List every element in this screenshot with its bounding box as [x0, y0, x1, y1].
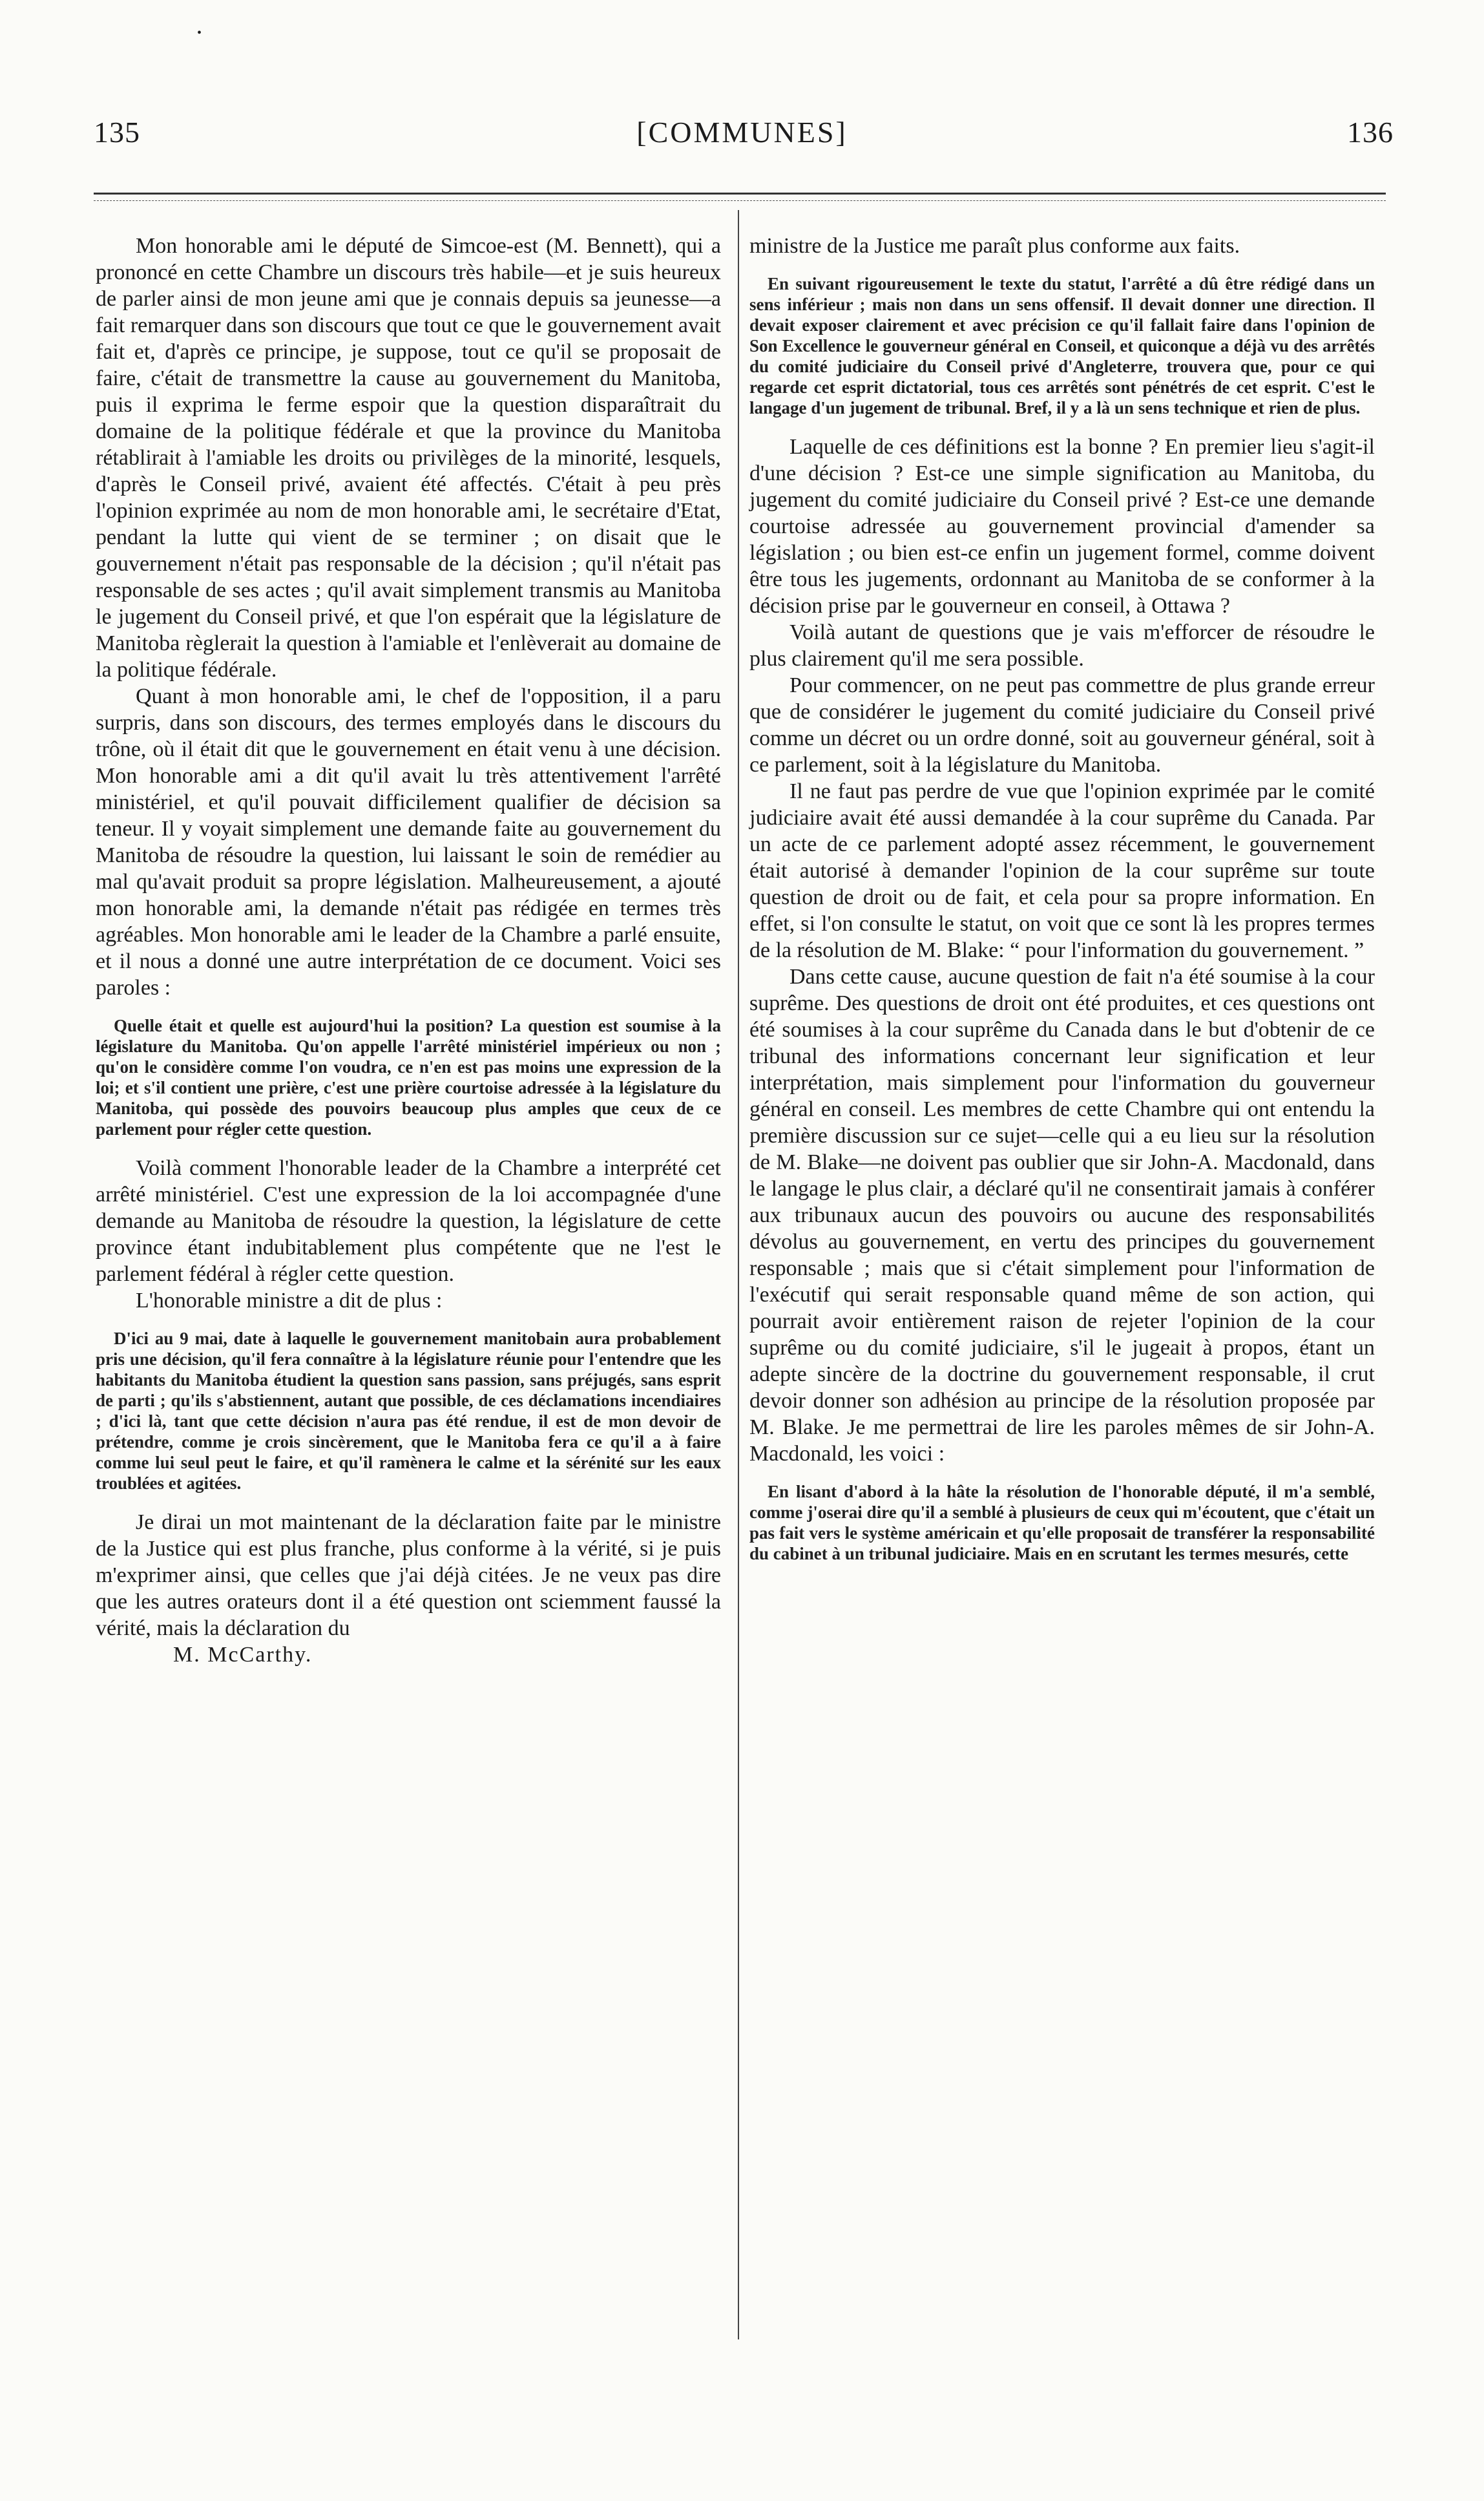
speaker-signature: M. McCarthy.: [173, 1643, 313, 1667]
header-rule: [94, 193, 1386, 195]
running-title: [COMMUNES]: [636, 116, 848, 149]
block-quote: En suivant rigoureusement le texte du statut, l'arrêté a dû être rédigé dans un sens inférieur ; mais non dans un sens offensif. Il devait donner une direction. Il devait exposer clairement et avec précision ce qu'il fallait faire dans l'opinion de Son Excellence le gouverneur général en Conseil, et quiconque a déjà vu des arrêtés du comité judiciaire du Conseil privé d'Angleterre, trouvera que, pour ce qui regarde cet esprit dictatorial, tous ces arrêtés sont pénétrés de cet esprit. C'est le langage d'un jugement de tribunal. Bref, il y a là un sens technique et rien de plus.: [749, 274, 1375, 417]
paragraph: Mon honorable ami le député de Simcoe-est (M. Bennett), qui a prononcé en cette Chambre un discours très habile—et je suis heureux de parler ainsi de mon jeune ami que je connais depuis sa jeunesse—a fait remarquer dans son discours que tout ce que le gouvernement avait fait et, d'après ce principe, je suppose, tout ce qu'il se proposait de faire, c'était de transmettre la cause au gouvernement du Manitoba, puis il exprima le ferme espoir que la question disparaîtrait du domaine de la politique fédérale et que la province du Manitoba rétablirait à l'amiable les droits ou privilèges de la minorité, lesquels, d'après le Conseil privé, avaient été affectés. C'était à peu près l'opinion exprimée au nom de mon honorable ami, le secrétaire d'Etat, pendant la lutte qui vient de se terminer ; on disait que le gouvernement n'était pas responsable de la décision ; qu'il n'était pas responsable de ses actes ; qu'il avait simplement transmis au Manitoba le jugement du Conseil privé, et que l'on espérait que la législature de Manitoba règlerait la question à l'amiable et l'enlèverait au domaine de la politique fédérale.: [96, 234, 721, 682]
left-column: [96, 233, 721, 1668]
margin-dot: •: [197, 26, 202, 40]
paragraph: Dans cette cause, aucune question de fait n'a été soumise à la cour suprême. Des questions de droit ont été produites, et ces questions ont été soumises à la cour suprême du Canada dans le but d'obtenir de ce tribunal des informations concernant leur signification et leur interprétation, mais simplement pour l'information du gouverneur général en conseil. Les membres de cette Chambre qui ont entendu la première discussion sur ce sujet—celle qui a eu lieu sur la résolution de M. Blake—ne doivent pas oublier que sir John-A. Macdonald, dans le langage le plus clair, a déclaré qu'il ne consentirait jamais à conférer aux tribunaux aucun des pouvoirs ou aucune des responsabilités dévolus au gouvernement, en vertu des principes du gouvernement responsable ; mais que si c'était simplement pour l'information de l'exécutif qui serait responsable quand même de son action, qui pourrait avoir entièrement raison de rejeter l'opinion de la cour suprême ou du comité judiciaire, s'il le jugeait à propos, étant un adepte sincère de la doctrine du gouvernement responsable, il crut devoir donner son adhésion au principe de la résolution proposée par M. Blake. Je me permettrai de lire les paroles mêmes de sir John-A. Macdonald, les voici :: [749, 965, 1375, 1466]
left-page-number: 135: [94, 116, 140, 149]
paragraph: Pour commencer, on ne peut pas commettre de plus grande erreur que de considérer le jugement du comité judiciaire du Conseil privé comme un décret ou un ordre donné, soit au gouverneur général, soit à ce parlement, soit à la législature du Manitoba.: [749, 673, 1375, 777]
right-column: [749, 233, 1375, 1579]
paragraph: Il ne faut pas perdre de vue que l'opinion exprimée par le comité judiciaire avait été aussi demandée à la cour suprême du Canada. Par un acte de ce parlement adopté assez récemment, le gouvernement était autorisé à demander l'opinion de la cour suprême sur toute question de droit ou de fait, et cela pour sa propre information. En effet, si l'on consulte le statut, on voit que ce sont là les propres termes de la résolution de M. Blake: “ pour l'information du gouvernement. ”: [749, 779, 1375, 962]
paragraph: Quant à mon honorable ami, le chef de l'opposition, il a paru surpris, dans son discours, des termes employés dans le discours du trône, où il était dit que le gouvernement en était venu à une décision. Mon honorable ami a dit qu'il avait lu très attentivement l'arrêté ministériel, et qu'il pouvait difficilement qualifier de décision sa teneur. Il y voyait simplement une demande faite au gouvernement du Manitoba de résoudre la question, lui laissant le soin de remédier au mal qu'avait produit sa propre législation. Malheureusement, a ajouté mon honorable ami, la demande n'était pas rédigée en termes très agréables. Mon honorable ami le leader de la Chambre a parlé ensuite, et il nous a donné une autre interprétation de ce document. Voici ses paroles :: [96, 684, 721, 1000]
paragraph: Je dirai un mot maintenant de la déclaration faite par le ministre de la Justice qui est plus franche, plus conforme à la vérité, si je puis m'exprimer ainsi, que celles que j'ai déjà citées. Je ne veux pas dire que les autres orateurs dont il a été question ont sciemment faussé la vérité, mais la déclaration du: [96, 1510, 721, 1640]
header-rule-dashed: [94, 200, 1386, 201]
block-quote: En lisant d'abord à la hâte la résolution de l'honorable député, il m'a semblé, comme j'oserai dire qu'il a semblé à plusieurs de ceux qui m'écoutent, que c'était un pas fait vers le système américain et qu'elle proposait de transférer la responsabilité du cabinet à un tribunal judiciaire. Mais en en scrutant les termes mesurés, cette: [749, 1482, 1375, 1563]
paragraph: L'honorable ministre a dit de plus :: [136, 1289, 443, 1313]
paragraph: Voilà comment l'honorable leader de la Chambre a interprété cet arrêté ministériel. C'est une expression de la loi accompagnée d'une demande au Manitoba de résoudre la question, la législature de cette province étant indubitablement plus compétente que ne l'est le parlement fédéral à régler cette question.: [96, 1156, 721, 1286]
right-page-number: 136: [1347, 116, 1394, 149]
block-quote: Quelle était et quelle est aujourd'hui la position? La question est soumise à la législature du Manitoba. Qu'on appelle l'arrêté ministériel impérieux ou non ; qu'on le considère comme l'on voudra, ce n'en est pas moins une expression de la loi; et s'il contient une prière, c'est une prière courtoise adressée à la législature du Manitoba, qui possède des pouvoirs beaucoup plus amples que ceux de ce parlement pour régler cette question.: [96, 1016, 721, 1139]
paragraph: Laquelle de ces définitions est la bonne ? En premier lieu s'agit-il d'une décision ? Est-ce une simple signification au Manitoba, du jugement du comité judiciaire du Conseil privé ? Est-ce une demande courtoise adressée au gouvernement provincial d'amender sa législation ; ou bien est-ce enfin un jugement formel, comme doivent être tous les jugements, ordonnant au Manitoba de se conformer à la décision prise par le gouverneur en conseil, à Ottawa ?: [749, 435, 1375, 618]
column-divider: [738, 210, 739, 2339]
paragraph-continued: ministre de la Justice me paraît plus conforme aux faits.: [749, 234, 1240, 258]
paragraph: Voilà autant de questions que je vais m'efforcer de résoudre le plus clairement qu'il me sera possible.: [749, 620, 1375, 671]
block-quote: D'ici au 9 mai, date à laquelle le gouvernement manitobain aura probablement pris une décision, qu'il fera connaître à la législature réunie pour l'entendre que les habitants du Manitoba étudient la question sans passion, sans préjugés, sans esprit de parti ; qu'ils s'abstiennent, autant que possible, de ces déclamations incendiaires ; d'ici là, tant que cette décision n'aura pas été rendue, il est de mon devoir de prétendre, comme je crois sincèrement, que le Manitoba fera ce qu'il a à faire comme lui seul peut le faire, et qu'il ramènera le calme et la sérénité sur les eaux troublées et agitées.: [96, 1329, 721, 1493]
